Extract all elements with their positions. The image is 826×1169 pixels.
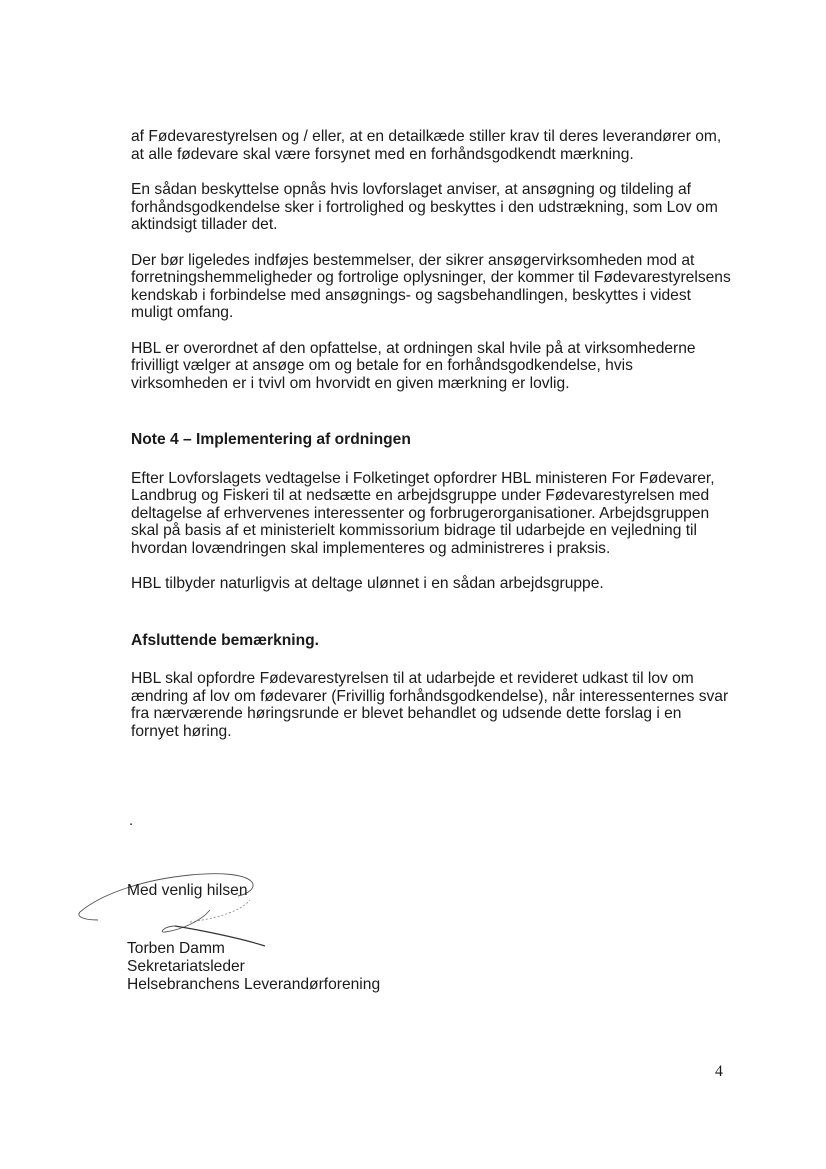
signer-title: Sekretariatsleder: [127, 958, 245, 975]
stray-mark: .: [129, 812, 134, 829]
final-paragraph: HBL skal opfordre Fødevarestyrelsen til at udarbejde et revideret udkast til lov om ændring af lov om fødevarer (Frivillig forhåndsgodkendelse), når interessenternes svar fra nærværende høringsrunde er blevet behandlet og udsende dette forslag i en fornyet høring.: [131, 670, 729, 740]
note4-heading: Note 4 – Implementering af ordningen: [131, 431, 411, 448]
signer-organization: Helsebranchens Leverandørforening: [127, 976, 381, 993]
paragraph-2: En sådan beskyttelse opnås hvis lovforslaget anviser, at ansøgning og tildeling af forhåndsgodkendelse sker i fortrolighed og beskyttes i den udstrækning, som Lov om aktindsigt tillader det.: [131, 181, 718, 233]
signature-block: [127, 940, 380, 994]
paragraph-1: af Fødevarestyrelsen og / eller, at en detailkæde stiller krav til deres leverandører om, at alle fødevare skal være forsynet med en forhåndsgodkendt mærkning.: [131, 128, 722, 163]
note4-paragraph-1: Efter Lovforslagets vedtagelse i Folketinget opfordrer HBL ministeren For Fødevarer, Landbrug og Fiskeri til at nedsætte en arbejdsgruppe under Fødevarestyrelsen med deltagelse af erhvervenes interessenter og forbrugerorganisationer. Arbejdsgruppen skal på basis af et ministerielt kommissorium bidrage til udarbejde en vejledning til hvordan lovændringen skal implementeres og administreres i praksis.: [131, 469, 715, 557]
final-heading: Afsluttende bemærkning.: [131, 631, 320, 649]
page-number: 4: [715, 1063, 723, 1080]
closing-greeting: Med venlig hilsen: [127, 882, 248, 899]
paragraph-4: HBL er overordnet af den opfattelse, at ordningen skal hvile på at virksomhederne frivilligt vælger at ansøge om og betale for en forhåndsgodkendelse, hvis virksomheden er i tvivl om hvorvidt en given mærkning er lovlig.: [131, 339, 696, 392]
paragraph-3: Der bør ligeledes indføjes bestemmelser, der sikrer ansøgervirksomheden mod at forretningshemmeligheder og fortrolige oplysninger, der kommer til Fødevarestyrelsens kendskab i forbindelse med ansøgnings- og sagsbehandlingen, beskyttes i videst muligt omfang.: [131, 251, 731, 321]
note4-paragraph-2: HBL tilbyder naturligvis at deltage ulønnet i en sådan arbejdsgruppe.: [131, 575, 604, 592]
document-body: [131, 128, 731, 740]
signer-name: Torben Damm: [127, 940, 225, 957]
